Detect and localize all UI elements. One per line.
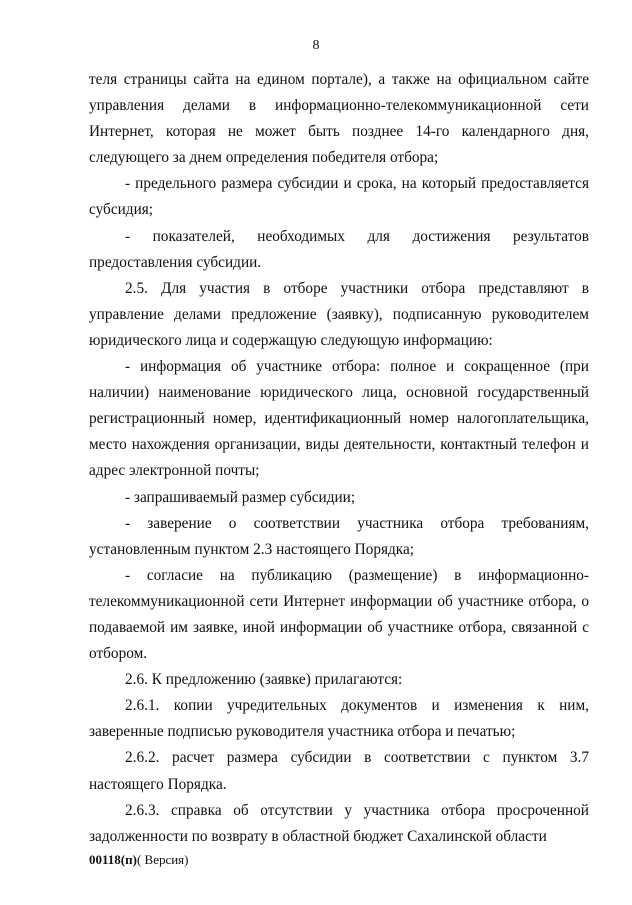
paragraph-2-5: 2.5. Для участия в отборе участники отбора представляют в управление делами предложение (заявку), подписанную руководителем юридического лица и содержащую следующую информацию: [89,279,589,349]
paragraph-2-6: 2.6. К предложению (заявке) прилагаются: [125,671,403,689]
paragraph-requested-amount: - запрашиваемый размер субсидии; [125,488,356,506]
paragraph-continuation: теля страницы сайта на едином портале), а также на официальном сайте управления делами в информационно-телекоммуникационной сети Интернет, которая не может быть позднее 14-го календарного дня, следующего за днем определения победителя отбора; [89,71,589,167]
footer-version: ( Версия) [136,852,189,867]
paragraph-indicators: - показателей, необходимых для достижения результатов предоставления субсидии. [89,227,589,271]
paragraph-consent: - согласие на публикацию (размещение) в информационно-телекоммуникационной сети Интернет информации об участнике отбора, о подаваемой им заявке, иной информации об участнике отбора, связанной с отбором. [89,566,589,663]
paragraph-2-6-1: 2.6.1. копии учредительных документов и изменения к ним, заверенные подписью руководителя участника отбора и печатью; [89,697,589,741]
paragraph-2-6-3: 2.6.3. справка об отсутствии у участника отбора просроченной задолженности по возврату в областной бюджет Сахалинской области [89,801,589,845]
paragraph-participant-info: - информация об участнике отбора: полное и сокращенное (при наличии) наименование юридического лица, основной государственный регистрационный номер, идентификационный номер налогоплательщика, место нахождения организации, виды деятельности, контактный телефон и адрес электронной почты; [89,358,589,480]
page-number: 8 [312,38,320,53]
footer-document-code [89,852,189,868]
paragraph-subsidy-limit: - предельного размера субсидии и срока, на который предоставляется субсидия; [89,175,589,219]
paragraph-2-6-2: 2.6.2. расчет размера субсидии в соответствии с пунктом 3.7 настоящего Порядка. [89,749,589,793]
footer-code: 00118(п) [89,852,137,867]
document-body [89,67,589,850]
paragraph-compliance: - заверение о соответствии участника отбора требованиям, установленным пунктом 2.3 настоящего Порядка; [89,514,589,558]
